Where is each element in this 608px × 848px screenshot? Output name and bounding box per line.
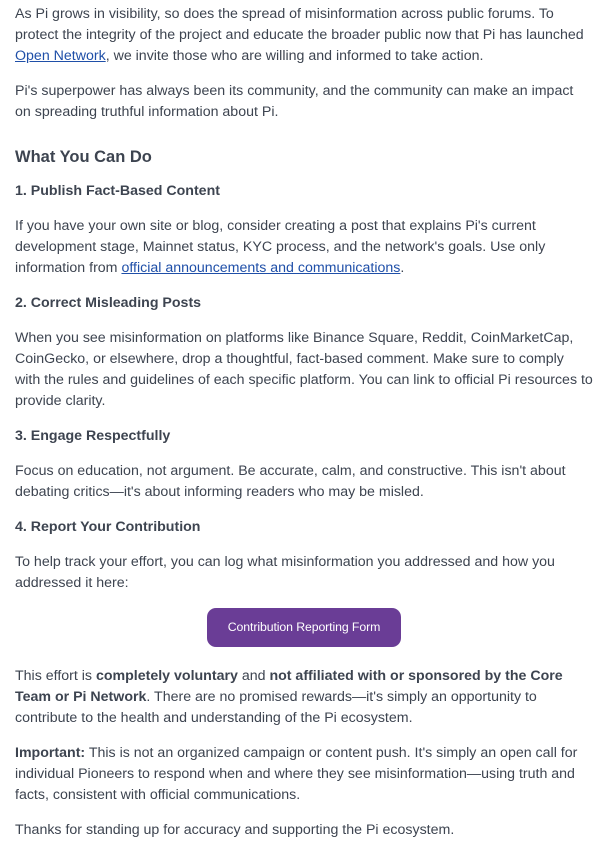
open-network-link[interactable]: Open Network [15, 48, 106, 64]
step-4-heading: 4. Report Your Contribution [15, 519, 201, 535]
disclaimer-text-2: and [237, 668, 270, 684]
cta-row [15, 608, 593, 647]
step-1-heading: 1. Publish Fact-Based Content [15, 183, 220, 199]
step-1-text [15, 216, 593, 279]
community-paragraph: Pi's superpower has always been its community, and the community can make an impact on spreading truthful information about Pi. [15, 83, 574, 120]
step-1-text-after: . [400, 260, 405, 276]
important-label: Important: [15, 745, 86, 761]
intro-paragraph [15, 4, 593, 67]
disclaimer-bold-not-affiliated: not affiliated with or sponsored by the Core Team or Pi Network [15, 668, 563, 705]
disclaimer-bold-voluntary: completely voluntary [95, 668, 238, 684]
important-paragraph [15, 743, 593, 806]
intro-text-before: As Pi grows in visibility, so does the spread of misinformation across public forums. To protect the integrity of the project and educate the broader public now that Pi has launched [15, 6, 584, 43]
closing-paragraph: Thanks for standing up for accuracy and supporting the Pi ecosystem. [15, 822, 455, 838]
important-text: This is not an organized campaign or content push. It's simply an open call for individual Pioneers to respond when and where they see misinformation—using truth and facts, consistent with official communications. [15, 745, 578, 803]
intro-text-after: , we invite those who are willing and informed to take action. [105, 48, 484, 64]
section-title: What You Can Do [15, 148, 152, 166]
step-3-text: Focus on education, not argument. Be accurate, calm, and constructive. This isn't about debating critics—it's about informing readers who may be misled. [15, 463, 566, 500]
disclaimer-text-1: This effort is [15, 668, 96, 684]
disclaimer-paragraph [15, 666, 593, 729]
step-3-heading: 3. Engage Respectfully [15, 428, 171, 444]
contribution-reporting-form-button[interactable]: Contribution Reporting Form [207, 608, 401, 647]
disclaimer-text-3: . There are no promised rewards—it's simply an opportunity to contribute to the health and understanding of the Pi ecosystem. [15, 689, 537, 726]
step-2-heading: 2. Correct Misleading Posts [15, 295, 202, 311]
step-1-text-before: If you have your own site or blog, consider creating a post that explains Pi's current development stage, Mainnet status, KYC process, and the network's goals. Use only information from [15, 218, 546, 276]
official-announcements-link[interactable]: official announcements and communications [121, 260, 401, 276]
step-2-text: When you see misinformation on platforms like Binance Square, Reddit, CoinMarketCap, CoinGecko, or elsewhere, drop a thoughtful, fact-based comment. Make sure to comply with the rules and guidelines of each specific platform. You can link to official Pi resources to provide clarity. [15, 330, 593, 409]
step-4-text: To help track your effort, you can log what misinformation you addressed and how you addressed it here: [15, 554, 555, 591]
